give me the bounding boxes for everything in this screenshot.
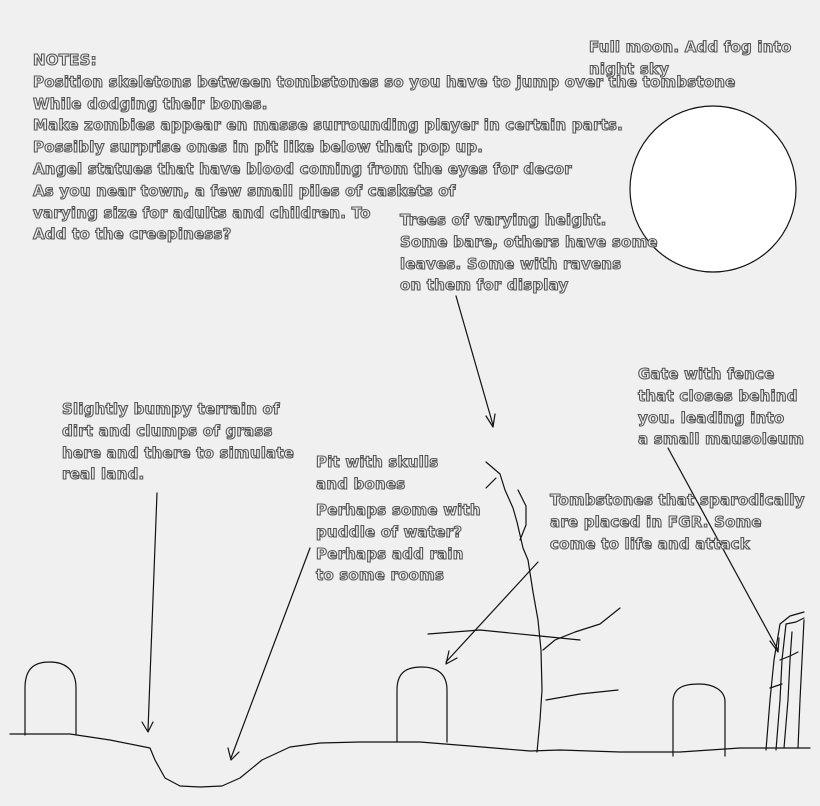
pit-note (316, 452, 438, 496)
note-line: puddle of water? (316, 522, 463, 541)
terrain-note (62, 399, 294, 486)
note-line: Gate with fence (638, 365, 775, 383)
gate-fence (766, 612, 804, 750)
note-line: Possibly surprise ones in pit like below that pop up. (33, 138, 484, 157)
tombstone-center (397, 667, 447, 742)
note-line: Tombstones that sparodically (550, 491, 805, 509)
note-line: Make zombies appear en masse surrounding player in certain parts. (33, 116, 624, 135)
note-line: Perhaps some with (316, 501, 481, 519)
note-line: leaves. Some with ravens (400, 254, 622, 273)
tombstones-note (550, 490, 805, 555)
note-line: that closes behind (638, 386, 798, 405)
note-line: As you near town, a few small piles of caskets of (33, 181, 456, 200)
note-line: you. leading into (638, 408, 785, 427)
note-line: Pit with skulls (316, 453, 439, 471)
ground-line (10, 734, 810, 787)
water-note (316, 500, 481, 587)
note-line: real land. (62, 465, 145, 484)
trees-note (400, 210, 658, 297)
note-line: come to life and attack (550, 534, 750, 553)
note-line: Full moon. Add fog into (589, 38, 792, 56)
note-line: NOTES: (33, 51, 97, 69)
note-line: a small mausoleum (638, 430, 805, 449)
note-line: Angel statues that have blood coming from the eyes for decor (33, 159, 572, 178)
note-line: Perhaps add rain (316, 544, 464, 563)
tombstone-left (25, 662, 76, 735)
note-line: on them for display (400, 276, 569, 295)
tombstone-right (673, 684, 725, 756)
note-line: Add to the creepiness? (33, 225, 232, 244)
note-line: Trees of varying height. (400, 211, 607, 229)
moon-note (589, 37, 792, 81)
note-line: night sky (589, 59, 670, 78)
note-line: While dodging their bones. (33, 94, 268, 113)
note-line: varying size for adults and children. To (33, 203, 371, 222)
note-line: here and there to simulate (62, 443, 295, 462)
note-line: and bones (316, 474, 406, 493)
note-line: Slightly bumpy terrain of (62, 400, 280, 418)
note-line: dirt and clumps of grass (62, 421, 273, 440)
note-line: Position skeletons between tombstones so you have to jump over the tombstone (33, 72, 736, 91)
gate-note (638, 364, 804, 451)
note-line: Some bare, others have some (400, 232, 658, 251)
note-line: are placed in FGR. Some (550, 512, 762, 531)
note-line: to some rooms (316, 566, 445, 585)
